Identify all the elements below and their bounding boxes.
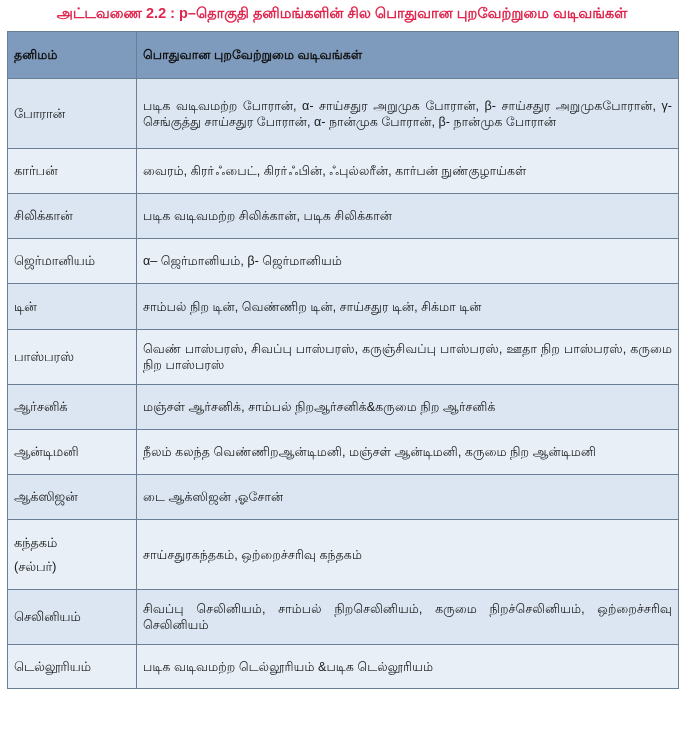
allotropes-table (7, 31, 679, 689)
header-row (8, 32, 679, 79)
allotropes-cell: மஞ்சள் ஆர்சனிக், சாம்பல் நிறஆர்சனிக்&கருமை நிற ஆர்சனிக் (137, 385, 679, 430)
allotropes-cell: சாய்சதுரகந்தகம், ஒற்றைச்சரிவு கந்தகம் (137, 520, 679, 590)
column-header-element: தனிமம் (8, 32, 137, 79)
allotropes-cell: வைரம், கிரா்ஃபைட், கிரா்ஃபின், ஃபுல்லரீன், கார்பன் நுண்குழாய்கள் (137, 149, 679, 194)
allotropes-cell: வெண் பாஸ்பரஸ், சிவப்பு பாஸ்பரஸ், கருஞ்சிவப்பு பாஸ்பரஸ், ஊதா நிற பாஸ்பரஸ், கருமை நிற பாஸ்பரஸ் (137, 330, 679, 385)
allotropes-cell: சாம்பல் நிற டின், வெண்ணிற டின், சாய்சதுர டின், சிக்மா டின் (137, 284, 679, 330)
element-cell: ஆன்டிமனி (8, 430, 137, 475)
allotropes-cell: α– ஜெர்மானியம், β- ஜெர்மானியம் (137, 239, 679, 284)
table-row (8, 79, 679, 149)
allotropes-cell: நீலம் கலந்த வெண்ணிறஆன்டிமனி, மஞ்சள் ஆன்டிமனி, கருமை நிற ஆன்டிமனி (137, 430, 679, 475)
element-cell: ஜெர்மானியம் (8, 239, 137, 284)
table-row (8, 430, 679, 475)
column-header-allotropes: பொதுவான புறவேற்றுமை வடிவங்கள் (137, 32, 679, 79)
allotropes-cell: சிவப்பு செலினியம், சாம்பல் நிறசெலினியம், கருமை நிறச்செலினியம், ஒற்றைச்சரிவு செலினியம் (137, 590, 679, 645)
allotropes-cell: படிக வடிவமற்ற போரான், α- சாய்சதுர அறுமுக போரான், β- சாய்சதுர அறுமுகபோரான், γ- செங்குத்து சாய்சதுர போரான், α- நான்முக போரான், β- நான்முக போரான் (137, 79, 679, 149)
table-row (8, 239, 679, 284)
table-row (8, 590, 679, 645)
allotropes-cell: டை ஆக்ஸிஜன் ,ஓசோன் (137, 475, 679, 520)
element-cell: சிலிக்கான் (8, 194, 137, 239)
element-cell: போரான் (8, 79, 137, 149)
table-row (8, 475, 679, 520)
element-name: கந்தகம் (14, 534, 58, 550)
element-cell: ஆர்சனிக் (8, 385, 137, 430)
table-row (8, 645, 679, 689)
table-row (8, 194, 679, 239)
element-cell: டின் (8, 284, 137, 330)
element-cell: செலினியம் (8, 590, 137, 645)
table-row (8, 330, 679, 385)
element-cell: கார்பன் (8, 149, 137, 194)
element-cell (8, 520, 137, 590)
table-row (8, 385, 679, 430)
table-row (8, 284, 679, 330)
allotropes-cell: படிக வடிவமற்ற டெல்லூரியம் &படிக டெல்லூரியம் (137, 645, 679, 689)
element-cell: டெல்லூரியம் (8, 645, 137, 689)
allotropes-cell: படிக வடிவமற்ற சிலிக்கான், படிக சிலிக்கான் (137, 194, 679, 239)
element-cell: பாஸ்பரஸ் (8, 330, 137, 385)
table-row (8, 520, 679, 590)
table-row (8, 149, 679, 194)
element-cell: ஆக்ஸிஜன் (8, 475, 137, 520)
table-caption: அட்டவணை 2.2 : p–தொகுதி தனிமங்களின் சில பொதுவான புறவேற்றுமை வடிவங்கள் (56, 6, 628, 22)
element-alt-name: (சல்பர்) (14, 558, 57, 574)
